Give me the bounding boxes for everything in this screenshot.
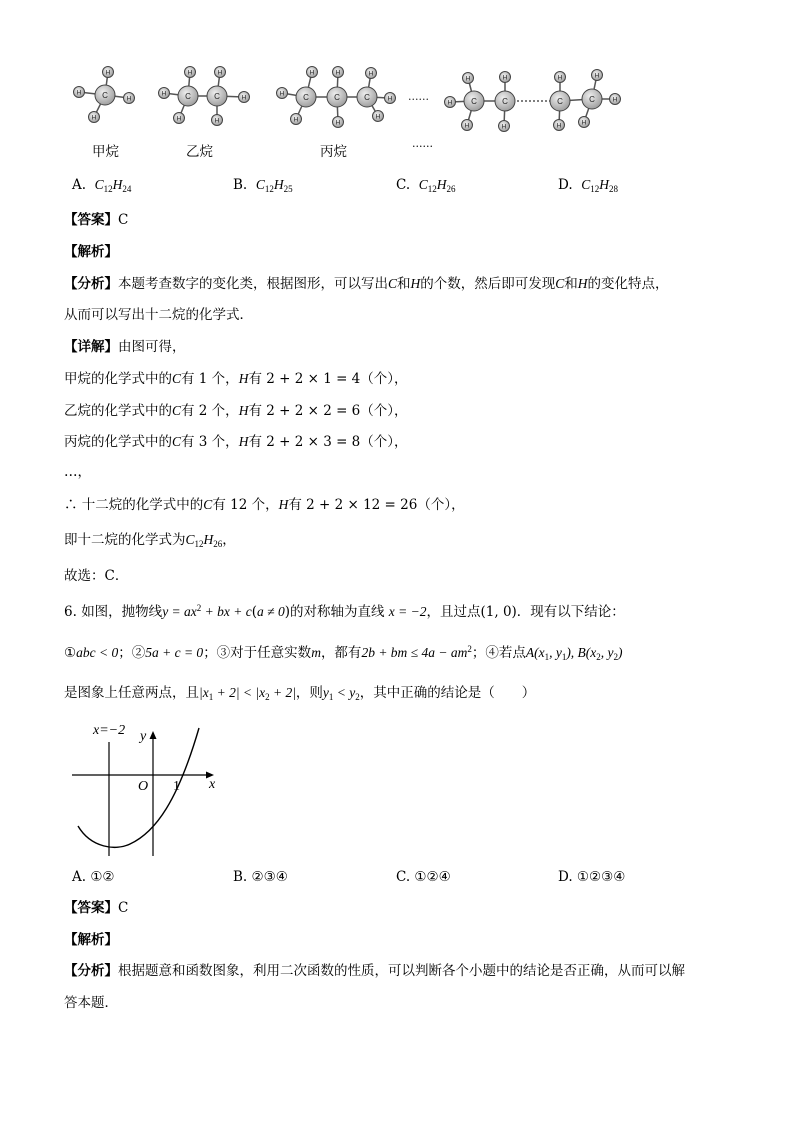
svg-text:C: C: [334, 93, 340, 102]
q5-choose: 故选：C．: [64, 568, 129, 584]
svg-text:H: H: [105, 69, 111, 77]
svg-text:H: H: [375, 113, 381, 121]
q6-fenxi-line1: 【分析】根据题意和函数图象，利用二次函数的性质，可以判断各个小题中的结论是否正确，从而可以解: [64, 963, 685, 979]
q5-row-ethane: 乙烷的化学式中的C有 2 个，H有 2 + 2 × 2 = 6（个），: [64, 403, 408, 419]
y-label: y: [140, 729, 147, 744]
parabola-graph: [66, 718, 226, 860]
ellipsis-dots-2: ......: [412, 137, 433, 150]
q5-ellipsis: …，: [64, 464, 91, 480]
svg-text:C: C: [185, 92, 191, 101]
y-axis-arrow: [150, 731, 157, 739]
ethane-label: 乙烷: [186, 144, 213, 160]
svg-text:H: H: [581, 119, 587, 127]
q6-line3: 是图象上任意两点，且$|x_1 + 2| < |x_2 + 2|$，则$y_1 < y_2$，其中正确的结论是（ ）: [64, 685, 536, 702]
q6-line1: 6. 如图，抛物线$y = ax^2$ + bx + c(a ≠ 0)的对称轴为直线 x = −2，且过点(1, 0)．现有以下结论：: [64, 603, 625, 620]
svg-text:H: H: [447, 99, 453, 107]
q5-option-a[interactable]: A. $C_{12}H_{24}$: [72, 177, 132, 194]
q6-fenxi-line2: 答本题．: [64, 995, 118, 1011]
svg-text:H: H: [293, 116, 299, 124]
q6-line2: ①abc < 0；②5a + c = 0；③对于任意实数m，都有2b + bm ≤ $4a - am^2$；④若点$A(x_1$, $y_1$), $B(x_2$, $y_2$): [64, 644, 623, 662]
q6-analysis-label: 【解析】: [64, 932, 118, 948]
q5-option-c[interactable]: C. $C_{12}H_{26}$: [396, 177, 456, 194]
svg-text:C: C: [471, 97, 477, 106]
q5-xiangjie: 【详解】由图可得，: [64, 339, 186, 355]
svg-text:H: H: [612, 96, 618, 104]
svg-text:H: H: [387, 95, 393, 103]
x-label: x: [209, 777, 216, 792]
q6-option-a[interactable]: A. ①②: [72, 869, 115, 885]
origin-label: O: [138, 779, 149, 794]
svg-text:C: C: [364, 93, 370, 102]
svg-text:C: C: [214, 92, 220, 101]
svg-text:H: H: [241, 94, 247, 102]
q5-formula: 即十二烷的化学式为$C_{12}H_{26}$，: [64, 532, 236, 549]
svg-text:C: C: [589, 95, 595, 104]
svg-text:H: H: [217, 69, 223, 77]
svg-text:H: H: [501, 123, 507, 131]
q5-option-b[interactable]: B. $C_{12}H_{25}$: [233, 177, 293, 194]
svg-text:H: H: [126, 95, 132, 103]
svg-text:H: H: [465, 75, 471, 83]
svg-text:C: C: [303, 93, 309, 102]
q6-option-d[interactable]: D. ①②③④: [558, 869, 626, 885]
q5-answer: 【答案】C: [64, 212, 129, 228]
q6-answer: 【答案】C: [64, 900, 129, 916]
svg-text:H: H: [161, 90, 167, 98]
svg-text:H: H: [335, 69, 341, 77]
svg-text:H: H: [279, 90, 285, 98]
alkane-molecule-diagram: [60, 58, 640, 168]
svg-text:H: H: [91, 114, 97, 122]
q5-row-propane: 丙烷的化学式中的C有 3 个，H有 2 + 2 × 3 = 8（个），: [64, 434, 408, 450]
svg-text:H: H: [187, 69, 193, 77]
q5-conclusion: ∴ 十二烷的化学式中的C有 12 个，H有 2 + 2 × 12 = 26（个），: [64, 497, 465, 513]
q5-option-d[interactable]: D. $C_{12}H_{28}$: [558, 177, 618, 194]
svg-text:H: H: [502, 74, 508, 82]
carbon-label: C: [102, 91, 108, 100]
svg-text:H: H: [557, 74, 563, 82]
svg-text:H: H: [464, 122, 470, 130]
propane-label: 丙烷: [320, 144, 347, 160]
svg-text:H: H: [76, 89, 82, 97]
svg-text:H: H: [176, 115, 182, 123]
one-label: 1: [173, 779, 180, 794]
svg-text:H: H: [594, 72, 600, 80]
ellipsis-dots: ......: [408, 90, 429, 103]
svg-text:H: H: [309, 69, 315, 77]
svg-text:H: H: [556, 122, 562, 130]
q6-option-b[interactable]: B. ②③④: [233, 869, 288, 885]
svg-text:C: C: [502, 97, 508, 106]
q5-row-methane: 甲烷的化学式中的C有 1 个，H有 2 + 2 × 1 = 4（个），: [64, 371, 408, 387]
symmetry-label: x=−2: [93, 723, 126, 738]
svg-text:C: C: [557, 97, 563, 106]
svg-text:H: H: [335, 119, 341, 127]
svg-text:H: H: [214, 117, 220, 125]
q6-option-c[interactable]: C. ①②④: [396, 869, 451, 885]
q5-analysis-label: 【解析】: [64, 244, 118, 260]
methane-label: 甲烷: [92, 144, 119, 160]
q5-fenxi-line2: 从而可以写出十二烷的化学式．: [64, 307, 253, 323]
svg-text:H: H: [368, 70, 374, 78]
q5-fenxi-line1: 【分析】本题考查数字的变化类，根据图形，可以写出C和H的个数，然后即可发现C和H的变化特点，: [64, 276, 669, 292]
